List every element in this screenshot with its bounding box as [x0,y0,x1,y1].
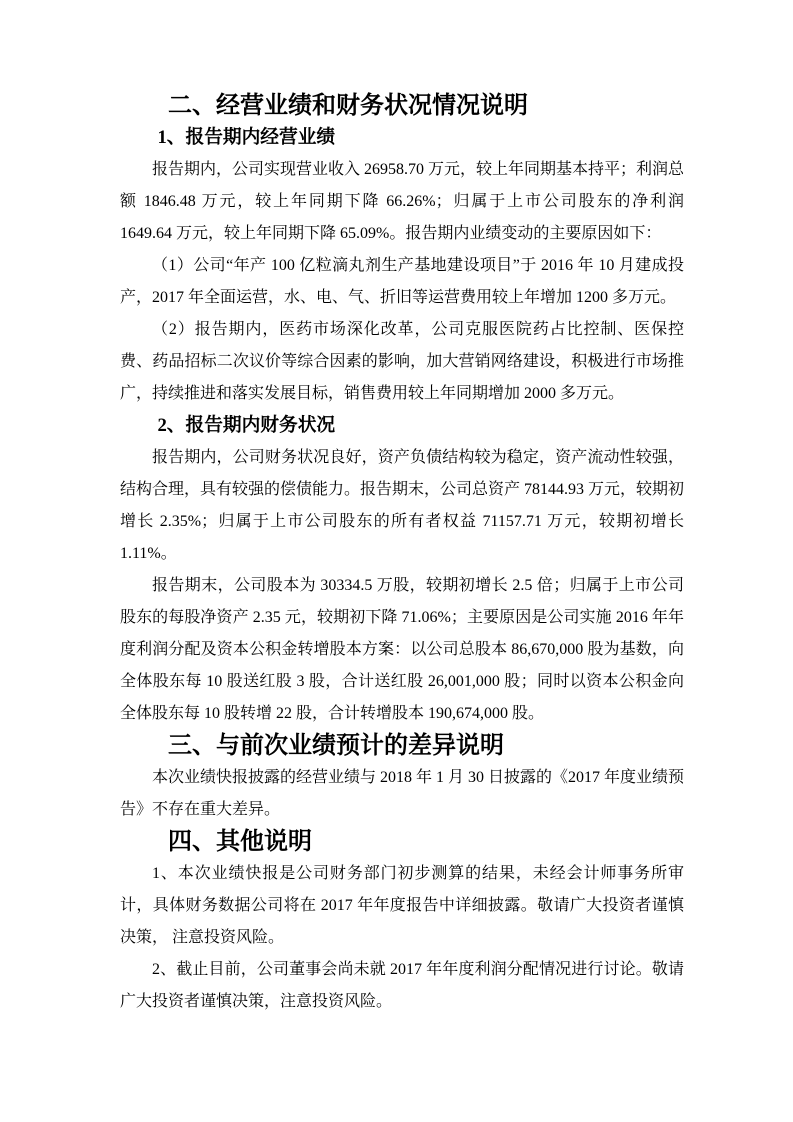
section-heading: 三、与前次业绩预计的差异说明 [168,733,504,759]
paragraph: （1）公司“年产 100 亿粒滴丸剂生产基地建设项目”于 2016 年 10 月建成投产，2017 年全面运营，水、电、气、折旧等运营费用较上年增加 1200 多万元。 [120,257,684,306]
document-body [120,90,684,1018]
paragraph: 报告期内，公司财务状况良好，资产负债结构较为稳定，资产流动性较强，结构合理，具有较强的偿债能力。报告期末，公司总资产 78144.93 万元，较期初增长 2.35%；归属于上市公司股东的所有者权益 71157.71 万元，较期初增长 1.11%。 [120,449,685,562]
paragraph: 报告期内，公司实现营业收入 26958.70 万元，较上年同期基本持平；利润总额 1846.48 万元，较上年同期下降 66.26%；归属于上市公司股东的净利润 1649.64 万元，较上年同期下降 65.09%。报告期内业绩变动的主要原因如下： [120,161,685,242]
paragraph: 本次业绩快报披露的经营业绩与 2018 年 1 月 30 日披露的《2017 年度业绩预告》不存在重大差异。 [120,769,685,818]
section-heading: 二、经营业绩和财务状况情况说明 [168,93,528,119]
section-heading: 四、其他说明 [168,829,312,855]
paragraph: （2）报告期内，医药市场深化改革，公司克服医院药占比控制、医保控费、药品招标二次议价等综合因素的影响，加大营销网络建设，积极进行市场推广，持续推进和落实发展目标，销售费用较上年同期增加 2000 多万元。 [120,321,684,402]
sub-heading: 1、报告期内经营业绩 [157,127,336,148]
paragraph: 报告期末，公司股本为 30334.5 万股，较期初增长 2.5 倍；归属于上市公司股东的每股净资产 2.35 元，较期初下降 71.06%；主要原因是公司实施 2016 年年度利润分配及资本公积金转增股本方案：以公司总股本 86,670,000 股为基数，向全体股东每 10 股送红股 3 股，合计送红股 26,001,000 股；同时以资本公积金向全体股东每 10 股转增 22 股，合计转增股本 190,674,000 股。 [120,577,684,722]
paragraph: 1、本次业绩快报是公司财务部门初步测算的结果，未经会计师事务所审计，具体财务数据公司将在 2017 年年度报告中详细披露。敬请广大投资者谨慎决策， 注意投资风险。 [120,865,684,946]
sub-heading: 2、报告期内财务状况 [157,415,336,436]
paragraph: 2、截止目前，公司董事会尚未就 2017 年年度利润分配情况进行讨论。敬请广大投资者谨慎决策，注意投资风险。 [120,961,684,1010]
